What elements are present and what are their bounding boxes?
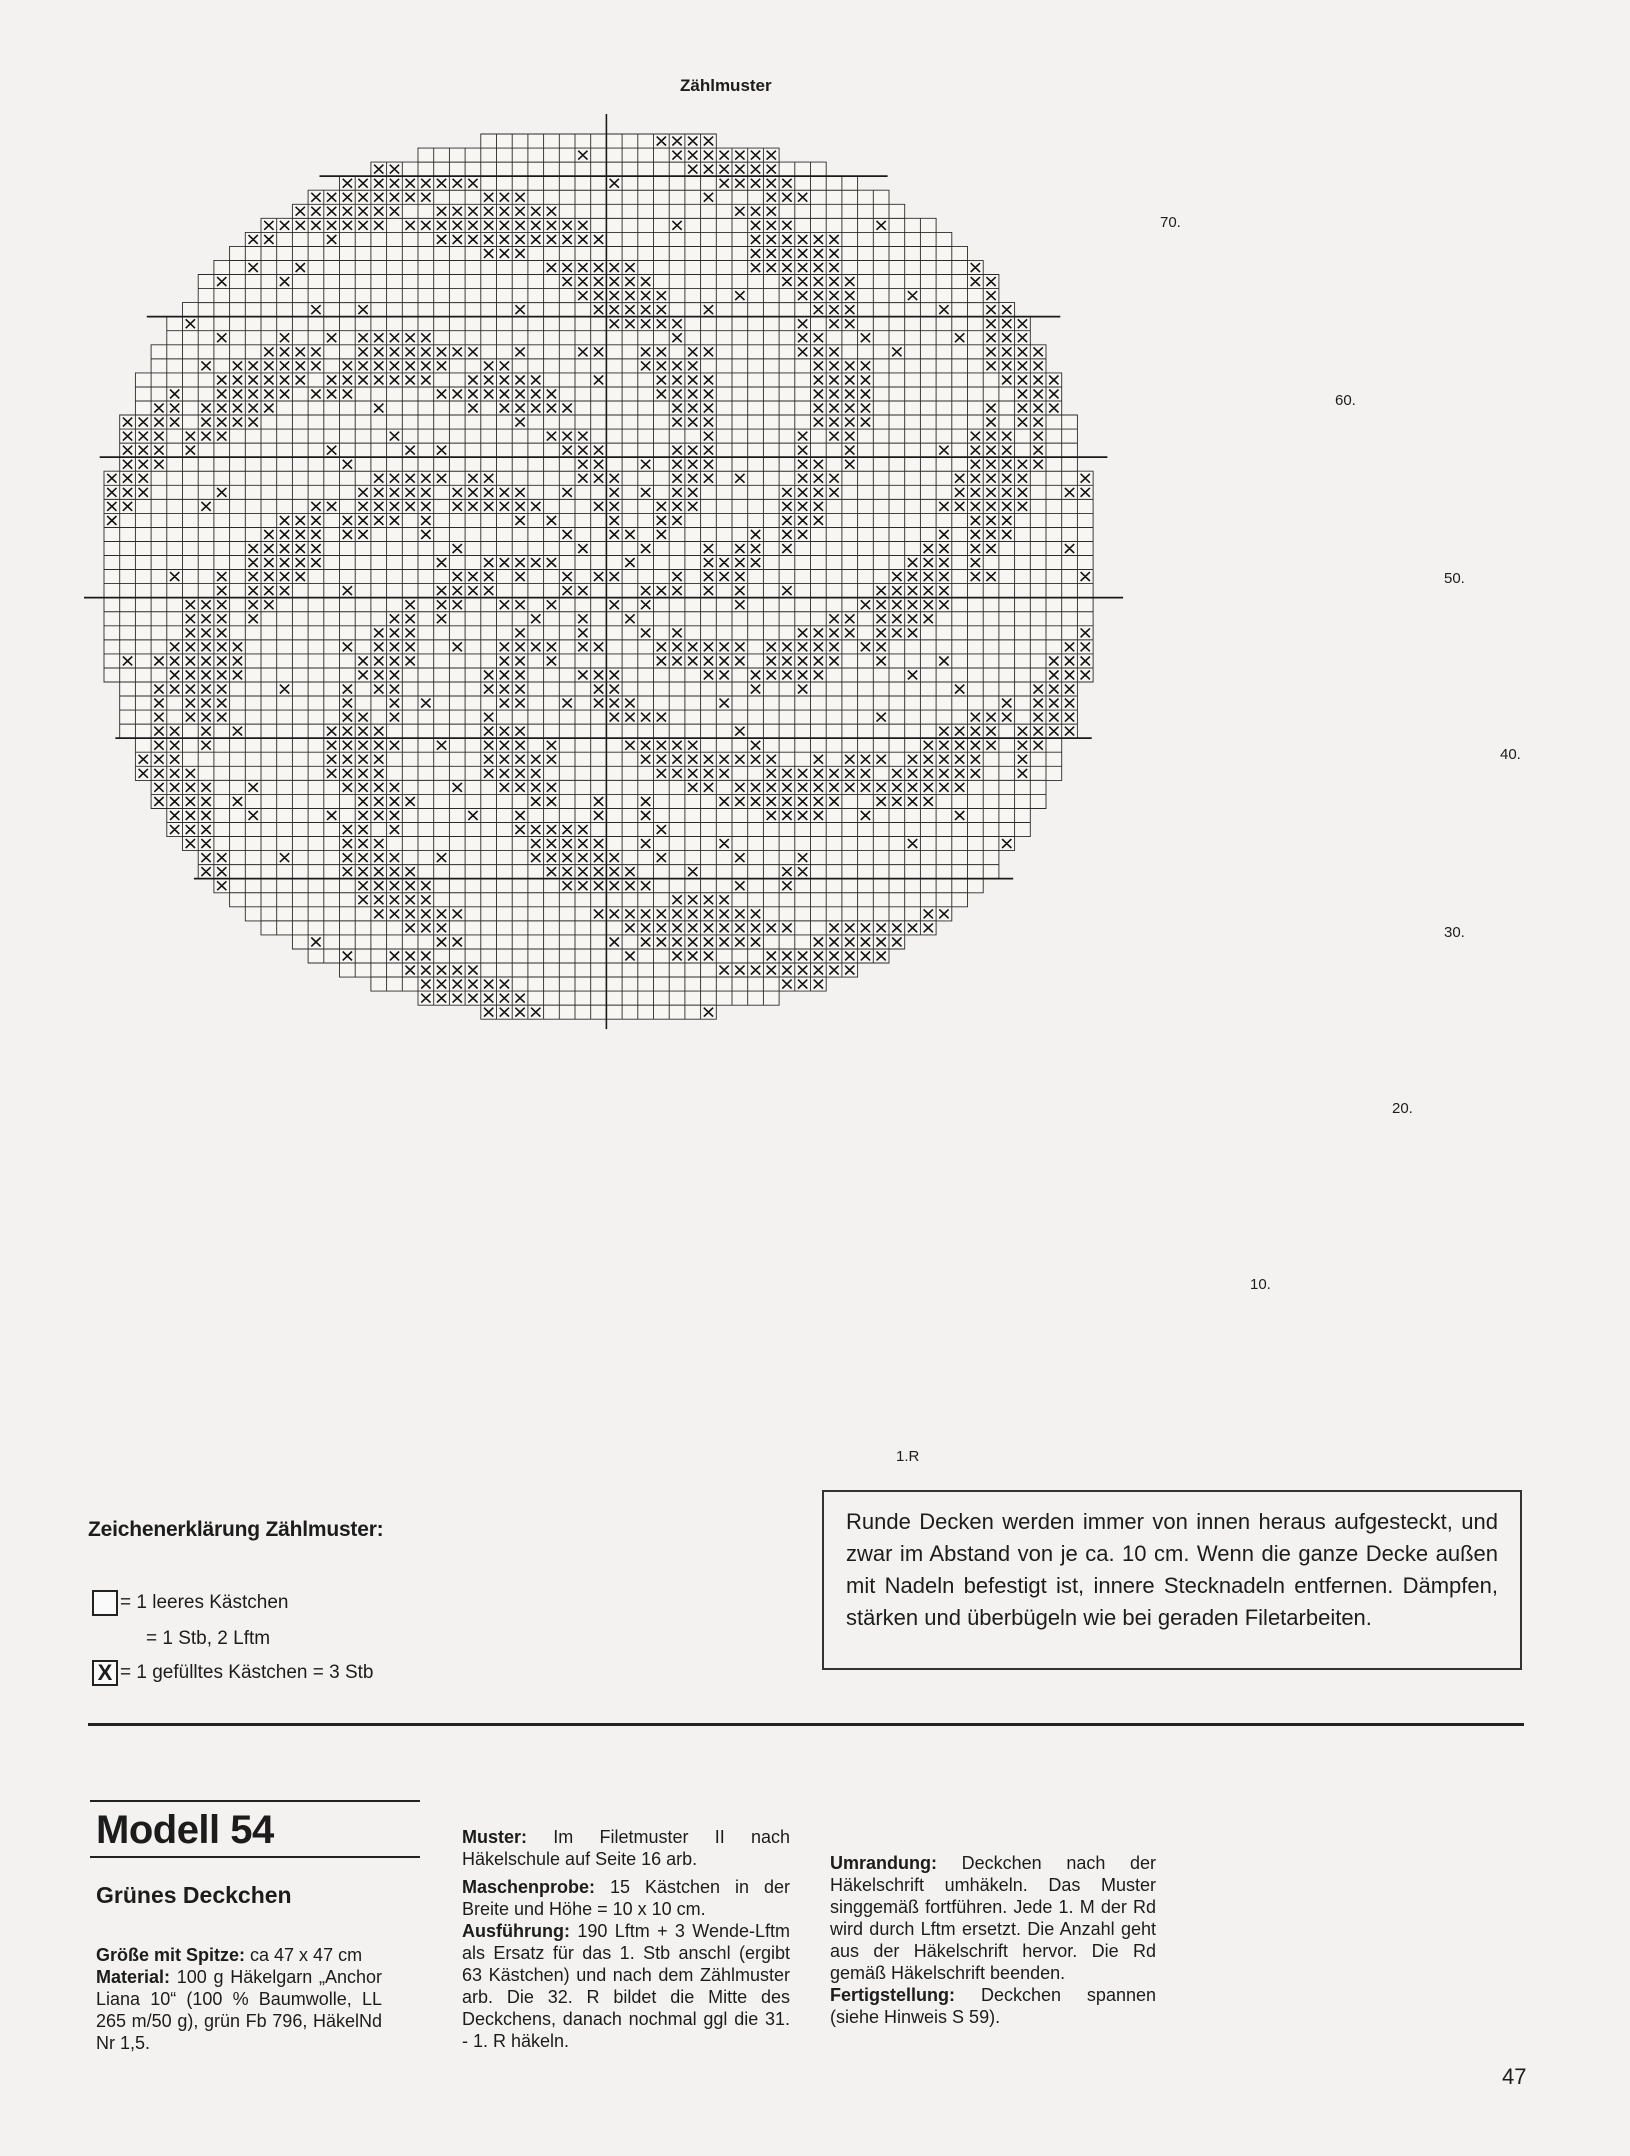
row-label-1: 1.R bbox=[896, 1448, 920, 1465]
row-label-30: 30. bbox=[1444, 924, 1465, 941]
finish-text: Deckchen spannen (siehe Hinweis S 59). bbox=[830, 1985, 1156, 2027]
model-rule-bottom bbox=[90, 1856, 420, 1858]
legend-empty-text: = 1 leeres Kästchen bbox=[120, 1592, 289, 1613]
section-divider bbox=[88, 1723, 1524, 1726]
legend-empty-row-2 bbox=[146, 1628, 270, 1650]
material-label: Material: bbox=[96, 1967, 171, 1987]
legend-filled-text: = 1 gefülltes Kästchen = 3 Stb bbox=[120, 1662, 374, 1683]
edge-label: Umrandung: bbox=[830, 1853, 937, 1873]
legend-filled-row bbox=[92, 1660, 374, 1686]
size-text: ca 47 x 47 cm bbox=[245, 1945, 363, 1965]
work-text: 190 Lftm + 3 Wende-Lftm als Ersatz für das 1. Stb anschl (ergibt 63 Kästchen) und nach dem Zählmuster arb. Die 32. R bildet die Mitte des Deckchens, danach nochmal ggl die 31. - 1. R häkeln. bbox=[462, 1921, 790, 2051]
material-text: 100 g Häkelgarn „Anchor Liana 10“ (100 % Baumwolle, LL 265 m/50 g), grün Fb 796, HäkelNd Nr 1,5. bbox=[96, 1967, 382, 2053]
row-label-20: 20. bbox=[1392, 1100, 1413, 1117]
model-rule-top bbox=[90, 1800, 420, 1802]
mounting-note: Runde Decken werden immer von innen heraus aufgesteckt, und zwar im Abstand von je ca. 10 cm. Wenn die ganze Decke außen mit Nadeln befestigt ist, innere Stecknadeln entfernen. Dämpfen, stärken und überbügeln wie bei geraden Filetarbeiten. bbox=[822, 1490, 1522, 1670]
empty-square-icon bbox=[92, 1590, 118, 1616]
finish-label: Fertigstellung: bbox=[830, 1985, 955, 2005]
model-subtitle: Grünes Deckchen bbox=[96, 1882, 292, 1908]
row-label-60: 60. bbox=[1335, 392, 1356, 409]
model-title: Modell 54 bbox=[96, 1808, 274, 1852]
size-label: Größe mit Spitze: bbox=[96, 1945, 246, 1965]
legend-title: Zeichenerklärung Zählmuster: bbox=[88, 1518, 384, 1541]
gauge-label: Maschenprobe: bbox=[462, 1877, 596, 1897]
pattern-label: Muster: bbox=[462, 1827, 528, 1847]
filled-square-icon: X bbox=[92, 1660, 118, 1686]
column-3 bbox=[830, 1852, 1156, 2028]
row-label-40: 40. bbox=[1500, 746, 1521, 763]
page-number: 47 bbox=[1502, 2064, 1527, 2089]
chart-title: Zählmuster bbox=[680, 76, 772, 95]
row-label-10: 10. bbox=[1250, 1276, 1271, 1293]
column-2 bbox=[462, 1826, 790, 2052]
legend-empty-row bbox=[92, 1590, 288, 1616]
work-label: Ausführung: bbox=[462, 1921, 570, 1941]
row-label-50: 50. bbox=[1444, 570, 1465, 587]
row-label-70: 70. bbox=[1160, 214, 1181, 231]
gauge-text: 15 Kästchen in der Breite und Höhe = 10 x 10 cm. bbox=[462, 1877, 790, 1919]
pattern-text: Im Filetmuster II nach Häkelschule auf Seite 16 arb. bbox=[462, 1827, 790, 1869]
edge-text: Deckchen nach der Häkelschrift umhäkeln. Das Muster singgemäß fortführen. Jede 1. M der Rd wird durch Lftm ersetzt. Die Anzahl geht aus der Häkelschrift hervor. Die Rd gemäß Häkelschrift beenden. bbox=[830, 1853, 1156, 1983]
column-1 bbox=[96, 1944, 382, 2054]
legend-empty-text-2: = 1 Stb, 2 Lftm bbox=[146, 1628, 271, 1649]
